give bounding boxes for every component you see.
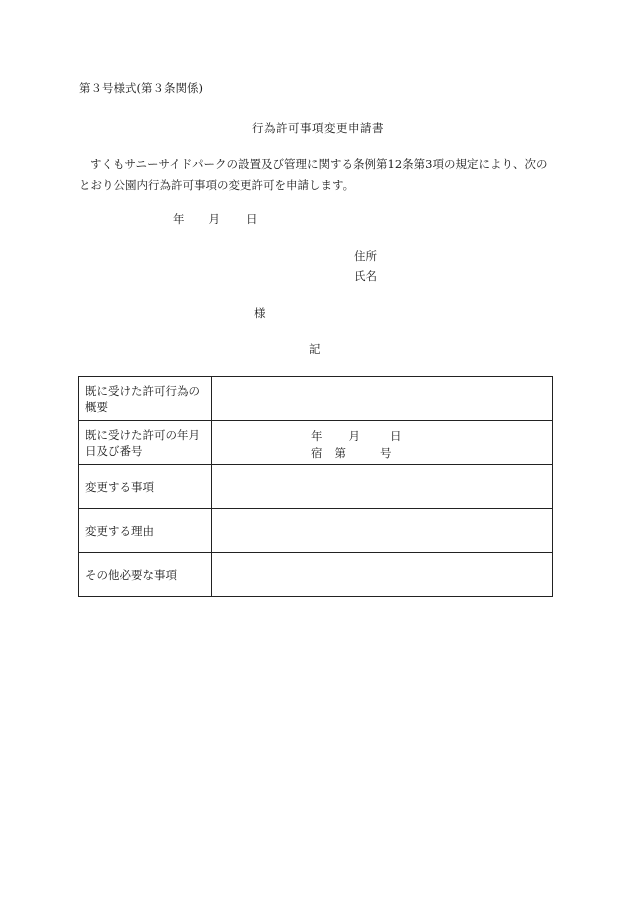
document-title: 行為許可事項変更申請書	[252, 121, 384, 135]
date-day-label: 日	[246, 212, 258, 226]
address-label: 住所	[354, 249, 377, 263]
application-date	[173, 211, 258, 227]
row-label-prior-permit-summary	[79, 377, 212, 421]
details-table	[78, 376, 553, 597]
form-number: 第３号様式(第３条関係)	[79, 81, 203, 95]
table-row	[79, 509, 553, 553]
table-row	[79, 465, 553, 509]
statement-line-1: すくもサニーサイドパークの設置及び管理に関する条例第12条第3項の規定により、次の	[90, 157, 548, 171]
addressee-suffix: 様	[254, 306, 266, 320]
label-line: 既に受けた許可行為の	[85, 383, 200, 398]
row-label-change-item	[79, 465, 212, 509]
application-statement	[79, 154, 559, 196]
label-line: その他必要な事項	[85, 567, 177, 582]
permit-year-label: 年	[311, 429, 323, 443]
row-label-change-reason	[79, 509, 212, 553]
permit-number-suffix: 号	[380, 446, 392, 460]
change-reason-field[interactable]	[212, 509, 553, 553]
date-year-label: 年	[173, 212, 185, 226]
statement-line-2: とおり公園内行為許可事項の変更許可を申請します。	[79, 178, 355, 192]
prior-permit-date-number-field[interactable]	[212, 421, 553, 465]
permit-number-row	[311, 445, 392, 461]
permit-number-middle: 第	[334, 446, 346, 460]
permit-month-label: 月	[348, 429, 360, 443]
row-label-prior-permit-date-number	[79, 421, 212, 465]
date-month-label: 月	[208, 212, 220, 226]
permit-date-row	[311, 428, 402, 444]
change-item-field[interactable]	[212, 465, 553, 509]
row-label-other-matters	[79, 553, 212, 597]
label-line: 既に受けた許可の年月	[85, 427, 200, 442]
table-row	[79, 377, 553, 421]
permit-day-label: 日	[390, 429, 402, 443]
label-line: 変更する理由	[85, 523, 154, 538]
record-heading: 記	[309, 342, 321, 356]
other-matters-field[interactable]	[212, 553, 553, 597]
permit-number-prefix: 宿	[311, 446, 323, 460]
prior-permit-summary-field[interactable]	[212, 377, 553, 421]
label-line: 変更する事項	[85, 479, 154, 494]
label-line: 日及び番号	[85, 443, 143, 458]
label-line: 概要	[85, 399, 108, 414]
table-row	[79, 421, 553, 465]
name-label: 氏名	[354, 269, 377, 283]
table-row	[79, 553, 553, 597]
